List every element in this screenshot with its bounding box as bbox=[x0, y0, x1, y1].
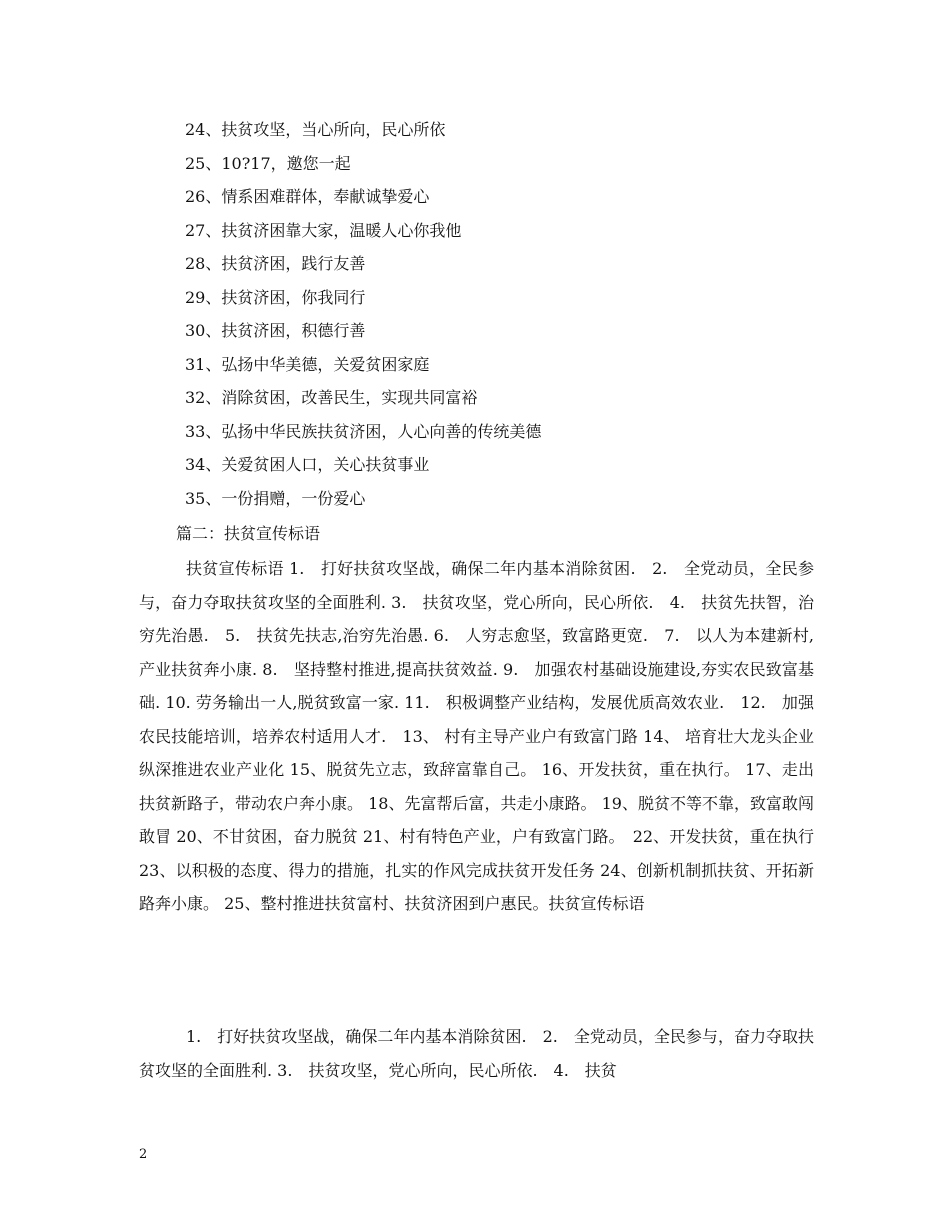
list-item: 33、弘扬中华民族扶贫济困，人心向善的传统美德 bbox=[185, 421, 542, 441]
list-item: 35、一份捐赠，一份爱心 bbox=[185, 488, 366, 508]
list-item: 29、扶贫济困，你我同行 bbox=[185, 287, 366, 307]
list-item: 27、扶贫济困靠大家，温暖人心你我他 bbox=[185, 220, 462, 240]
list-item: 25、10?17，邀您一起 bbox=[185, 153, 351, 173]
page-number: 2 bbox=[139, 1147, 148, 1162]
body-paragraph: 扶贫宣传标语 1. 打好扶贫攻坚战，确保二年内基本消除贫困. 2. 全党动员，全民参与，奋力夺取扶贫攻坚的全面胜利. 3. 扶贫攻坚，党心所向，民心所依. 4. 扶贫先扶智，治穷先治愚. 5. 扶贫先扶志,治穷先治愚. 6. 人穷志愈坚，致富路更宽. 7. 以人为本建新村,产业扶贫奔小康. 8. 坚持整村推进,提高扶贫效益. 9. 加强农村基础设施建设,夯实农民致富基础. 10. 劳务输出一人,脱贫致富一家. 11. 积极调整产业结构，发展优质高效农业. 12. 加强农民技能培训，培养农村适用人才. 13、 村有主导产业户有致富门路 14、 培育壮大龙头企业纵深推进农业产业化 15、脱贫先立志，致辞富靠自己。 16、开发扶贫，重在执行。 17、走出扶贫新路子，带动农户奔小康。 18、先富帮后富，共走小康路。 19、脱贫不等不靠，致富敢闯敢冒 20、不甘贫困，奋力脱贫 21、村有特色产业，户有致富门路。 22、开发扶贫，重在执行 23、以积极的态度、得力的措施，扎实的作风完成扶贫开发任务 24、创新机制抓扶贫、开拓新路奔小康。 25、整村推进扶贫富村、扶贫济困到户惠民。扶贫宣传标语 bbox=[139, 559, 814, 913]
list-item: 26、情系困难群体，奉献诚挚爱心 bbox=[185, 187, 430, 206]
list-item: 24、扶贫攻坚，当心所向，民心所依 bbox=[185, 120, 446, 139]
list-item: 31、弘扬中华美德，关爱贫困家庭 bbox=[185, 354, 430, 374]
list-item: 28、扶贫济困，践行友善 bbox=[185, 254, 366, 273]
section-heading: 篇二：扶贫宣传标语 bbox=[176, 524, 321, 543]
list-item: 34、关爱贫困人口，关心扶贫事业 bbox=[185, 455, 430, 474]
list-item: 32、消除贫困，改善民生，实现共同富裕 bbox=[185, 388, 478, 407]
list-item: 30、扶贫济困，积德行善 bbox=[185, 321, 366, 340]
body-paragraph: 1. 打好扶贫攻坚战，确保二年内基本消除贫困. 2. 全党动员，全民参与，奋力夺取扶贫攻坚的全面胜利. 3. 扶贫攻坚，党心所向，民心所依. 4. 扶贫 bbox=[139, 1027, 814, 1080]
slogan-list bbox=[185, 117, 825, 519]
